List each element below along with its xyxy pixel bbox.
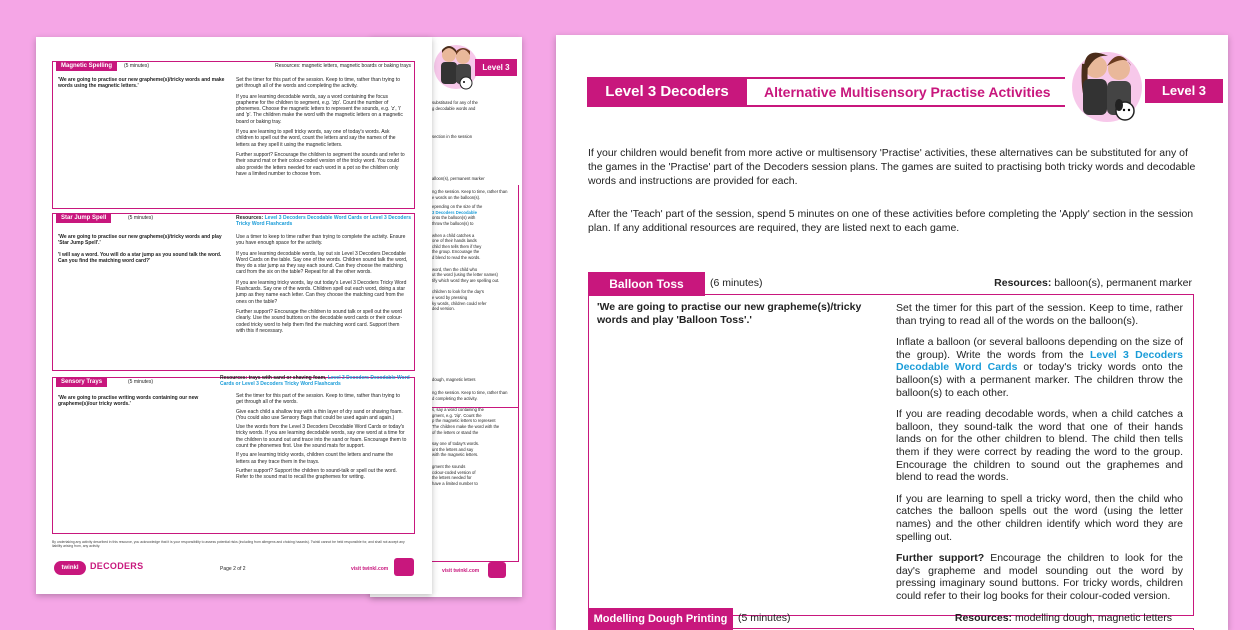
activity-title: Magnetic Spelling — [56, 61, 117, 71]
activity-resources: Resources: trays with sand or shaving foam, Level 3 Decoders Decodable Word Cards or Level 3 Decoders Tricky Word Flashcards — [220, 375, 410, 388]
activity-time: (5 minutes) — [128, 215, 154, 221]
activity-title: Sensory Trays — [56, 377, 107, 387]
activity-title-balloon-toss: Balloon Toss — [588, 272, 705, 296]
activity-time: (5 minutes) — [128, 379, 154, 385]
activity-title-modelling-dough: Modelling Dough Printing — [588, 608, 733, 630]
activity-title: Star Jump Spell — [56, 213, 111, 223]
activity-resources: Resources: modelling dough, magnetic letters — [954, 612, 1172, 624]
activity-resources: Resources: magnetic letters, magnetic boards or baking trays — [275, 63, 411, 69]
activity-resources: Resources: Level 3 Decoders Decodable Word Cards or Level 3 Decoders Tricky Word Flashcards — [236, 215, 411, 228]
activity-steps: Set the timer for this part of the session. Keep to time, rather than trying to read all of the words on the balloon(s). Inflate a balloon (or several balloons depending on the size of the group). Write the words from the Level 3 Decoders Decodable Word Cards or today's tricky words onto the balloon(s) with a permanent marker. The children throw the balloon(s) to each other. If you are reading decodable words, when a child catches a balloon, they sound-talk the word that one of their hands lands on for the other children to blend. The child then tells them if they were correct by reading the word to the group. Encourage the children to sound out the graphemes and blend to read the words. If you are learning to spell a tricky word, then the child who catches the balloon spells out the word (using the letter names) and the other children identify which word they are spelling out. Further support? Encourage the children to look for the day's grapheme and model sounding out the word by pressing imaginary sound buttons. For tricky words, children could refer to their log books for their colour-coded version. — [896, 302, 1183, 602]
activity-resources: Resources: balloon(s), permanent marker — [994, 277, 1192, 289]
disclaimer: By undertaking any activity described in this resource, you acknowledge that it is your responsibility to assess potential risks (including from allergens and choking hazards). Twinkl cannot be held responsible for, and shall not accept any liability arising from, any activity. — [52, 540, 405, 549]
footer-url[interactable]: visit twinkl.com — [442, 568, 480, 574]
right-page — [556, 35, 1228, 630]
activity-steps: Use a timer to keep to time rather than trying to complete the activity. Ensure you have enough space for the activity. If you are learning decodable words, lay out six Level 3 Decoders Decodable Word Cards on the table. Say one of the words. Children sound talk the word, they do a star jump as they say each sound. Can they choose the matching card from the six on the table? Repeat for all the other words. If you are learning tricky words, lay out today's Level 3 Decoders Tricky Word Flashcards. Say one of the words. Children spell out each word, doing a star jump as they name each letter. Can they choose the matching card from the ones on the table? Further support? Encourage the children to sound talk or spell out the word clearly. Use the sound buttons on the decodable word cards or their colour-coded tricky word to help them find the matching word card. Support them with this if necessary. — [236, 234, 408, 334]
back-text-top: substituted for any of the g decodable words and — [432, 100, 478, 111]
activity-intro: 'We are going to practise our new grapheme(s)/tricky words and play 'Balloon Toss'.' — [597, 301, 862, 326]
intro-paragraph: After the 'Teach' part of the session, spend 5 minutes on one of these activities before completing the 'Apply' section in the session plan. If any additional resources are required, they are listed next to each game. — [588, 208, 1194, 234]
level-badge: Level 3 — [475, 59, 517, 76]
back-box-2-text: ng the session. Keep to time, rather than d completing the activity. s, say a word containing the gment, e.g. 'zip'. Count the p the magnetic letters to represent The children make the word with the of the letters or stand the say one of today's words. unt the letters and say with the magnetic letters. gment the sounds colour-coded version of the letters needed for have a limited number to — [432, 390, 508, 486]
activity-time: (5 minutes) — [124, 63, 150, 69]
characters-illustration — [1069, 39, 1145, 125]
decoders-logo: DECODERS — [90, 561, 144, 571]
back-box-1-text: ng the session. Keep to time, rather than e words on the balloon(s). epending on the size of the 3 Decoders Decodable onto the balloon(s) with throw the balloon(s) to when a child catches a one of their hands lands child then tells them if they the group. Encourage the d blend to read the words. word, then the child who ut the word (using the letter names) tify which word they are spelling out. children to look for the day's e word by pressing ky words, children could refer ded version. — [432, 189, 508, 312]
left-page — [36, 37, 432, 594]
activity-steps: Set the timer for this part of the session. Keep to time, rather than trying to get through all of the words and completing the activity. If you are learning decodable words, say a word containing the focus grapheme for the children to segment, e.g. 'zip'. Count the number of phonemes. Choose the magnetic letters to represent the sounds, e.g. 'z', 'i' and 'p'. The children make the word with the magnetic letters on a magnetic board or baking tray. If you are learning to spell tricky words, say one of today's words. Ask children to spell out the word, count the letters and say the names of the letters as they spell it using the magnetic letters. Further support? Encourage the children to segment the sounds and refer to their sound mat or their colour-coded version of the tricky word. You could also provide the letters needed for each word in a pot so the children only have a limited number to choose from. — [236, 77, 405, 177]
activity-intro: 'We are going to practise our new grapheme(s)/tricky words and play 'Star Jump Spell'.' 'I will say a word. You will do a star jump as you sound talk the word. Can you find the matching word card?' — [58, 234, 222, 264]
intro-paragraph: If your children would benefit from more active or multisensory 'Practise' activities, these alternatives can be substituted for any of the games in the 'Practise' part of the Decoders session plans. The games are suited to practising both tricky words and decodable words and instructions are provided for each. — [588, 147, 1196, 187]
activity-time: (5 minutes) — [738, 612, 791, 624]
twinkl-logo: twinkl — [54, 561, 86, 575]
level-badge: Level 3 — [1145, 79, 1223, 103]
activity-intro: 'We are going to practise our new grapheme(s)/tricky words and make words using the magnetic letters.' — [58, 77, 225, 90]
back-text-line: section in the session — [432, 134, 473, 139]
back-text-line: alloon(s), permanent marker — [432, 176, 485, 181]
page-number: Page 2 of 2 — [220, 566, 246, 572]
activity-steps: Set the timer for this part of the session. Keep to time, rather than trying to get through all of the words. Give each child a shallow tray with a thin layer of dry sand or shaving foam. (You could also use Sensory Bags that could be used again and again.) Use the words from the Level 3 Decoders Decodable Word Cards or today's tricky words. If you are learning decodable words, say one word at a time for the children to sound out and trace into the sand or foam. Encourage them to count the phonemes first. Use the sound mats for support. If you are learning tricky words, children count the letters and name the letters as they trace them in the trays. Further support? Support the children to sound-talk or spell out the word. Refer to the sound mat to recall the graphemes for writing. — [236, 393, 407, 481]
footer-url[interactable]: visit twinkl.com — [351, 566, 389, 572]
header-title: Level 3 Decoders — [587, 77, 747, 107]
header-subtitle: Alternative Multisensory Practise Activities — [764, 84, 1051, 100]
twinkl-badge-icon — [488, 562, 506, 578]
back-text-line: dough, magnetic letters — [432, 377, 476, 382]
activity-time: (6 minutes) — [710, 277, 763, 289]
twinkl-badge-icon — [394, 558, 414, 576]
activity-intro: 'We are going to practise writing words containing our new grapheme(s)/our tricky words.' — [58, 395, 199, 408]
characters-illustration — [432, 39, 480, 91]
